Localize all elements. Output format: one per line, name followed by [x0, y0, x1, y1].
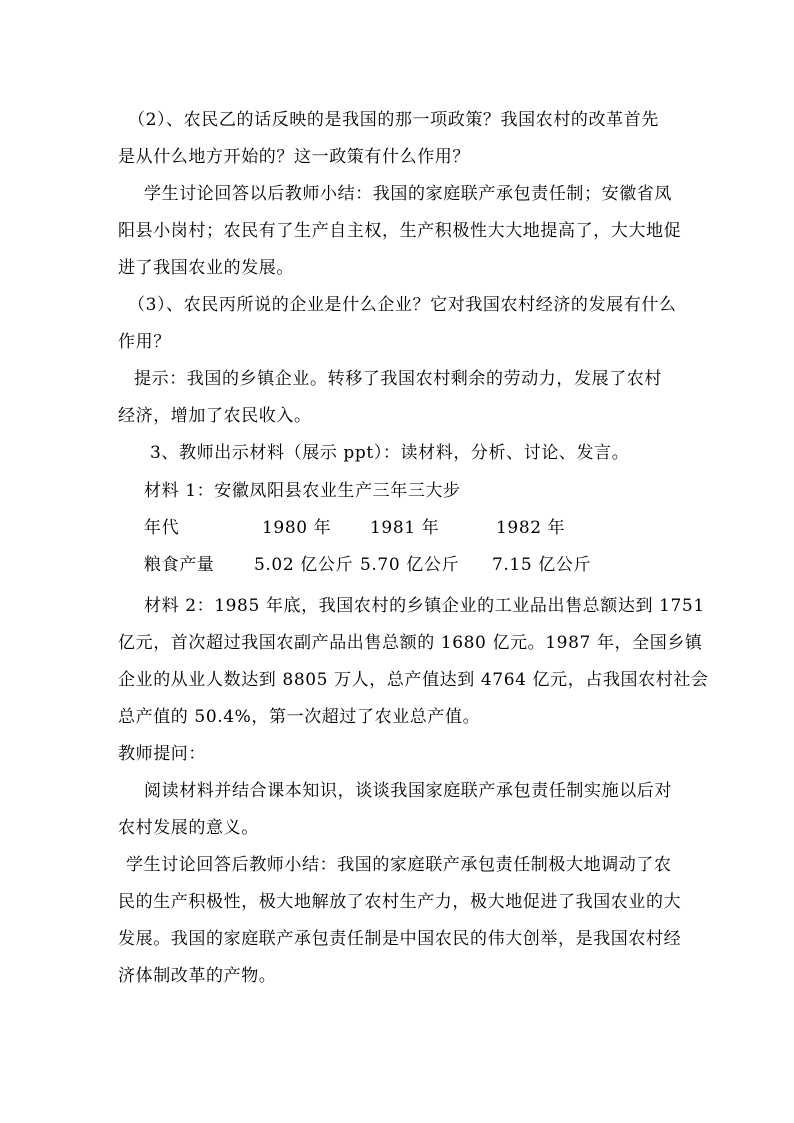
question-3-line-2: 作用？ — [118, 332, 171, 352]
reading-task-line-1: 阅读材料并结合课本知识，谈谈我国家庭联产承包责任制实施以后对 — [144, 781, 672, 801]
table-year-1981: 1981 年 — [370, 518, 440, 538]
summary-2-line-2: 民的生产积极性，极大地解放了农村生产力，极大地促进了我国农业的大 — [118, 892, 682, 912]
summary-1-line-3: 进了我国农业的发展。 — [118, 258, 294, 278]
table-header-label: 年代 — [144, 518, 180, 538]
material-2-line-4: 总产值的 50.4%，第一次超过了农业总产值。 — [118, 707, 481, 727]
question-2-line-2: 是从什么地方开始的？这一政策有什么作用？ — [118, 147, 470, 167]
summary-1-line-1: 学生讨论回答以后教师小结：我国的家庭联产承包责任制；安徽省凤 — [144, 184, 672, 204]
question-2-line-1: （2）、农民乙的话反映的是我国的那一项政策？我国农村的改革首先 — [128, 110, 659, 130]
summary-2-line-1: 学生讨论回答后教师小结：我国的家庭联产承包责任制极大地调动了农 — [126, 855, 672, 875]
reading-task-line-2: 农村发展的意义。 — [118, 818, 259, 838]
summary-2-line-4: 济体制改革的产物。 — [118, 966, 277, 986]
material-2-line-3: 企业的从业人数达到 8805 万人，总产值达到 4764 亿元，占我国农村社会 — [118, 670, 709, 690]
table-year-1982: 1982 年 — [496, 518, 566, 538]
table-value-1980: 5.02 亿公斤 — [254, 555, 354, 575]
question-3-line-1: （3）、农民丙所说的企业是什么企业？它对我国农村经济的发展有什么 — [128, 295, 677, 315]
summary-1-line-2: 阳县小岗村；农民有了生产自主权，生产积极性大大地提高了，大大地促 — [118, 221, 682, 241]
teacher-question-heading: 教师提问： — [118, 744, 206, 764]
hint-line-2: 经济，增加了农民收入。 — [118, 406, 312, 426]
table-value-1982: 7.15 亿公斤 — [492, 555, 592, 575]
material-1-title: 材料 1：安徽凤阳县农业生产三年三大步 — [144, 481, 461, 501]
summary-2-line-3: 发展。我国的家庭联产承包责任制是中国农民的伟大创举，是我国农村经 — [118, 929, 682, 949]
material-2-line-1: 材料 2：1985 年底，我国农村的乡镇企业的工业品出售总额达到 1751 — [144, 596, 705, 616]
step-3-instruction: 3、教师出示材料（展示 ppt）：读材料，分析、讨论、发言。 — [150, 443, 630, 463]
hint-line-1: 提示：我国的乡镇企业。转移了我国农村剩余的劳动力，发展了农村 — [134, 369, 662, 389]
table-value-1981: 5.70 亿公斤 — [360, 555, 460, 575]
table-year-1980: 1980 年 — [262, 518, 332, 538]
material-2-line-2: 亿元，首次超过我国农副产品出售总额的 1680 亿元。1987 年，全国乡镇 — [118, 633, 703, 653]
table-row-label: 粮食产量 — [144, 555, 215, 575]
